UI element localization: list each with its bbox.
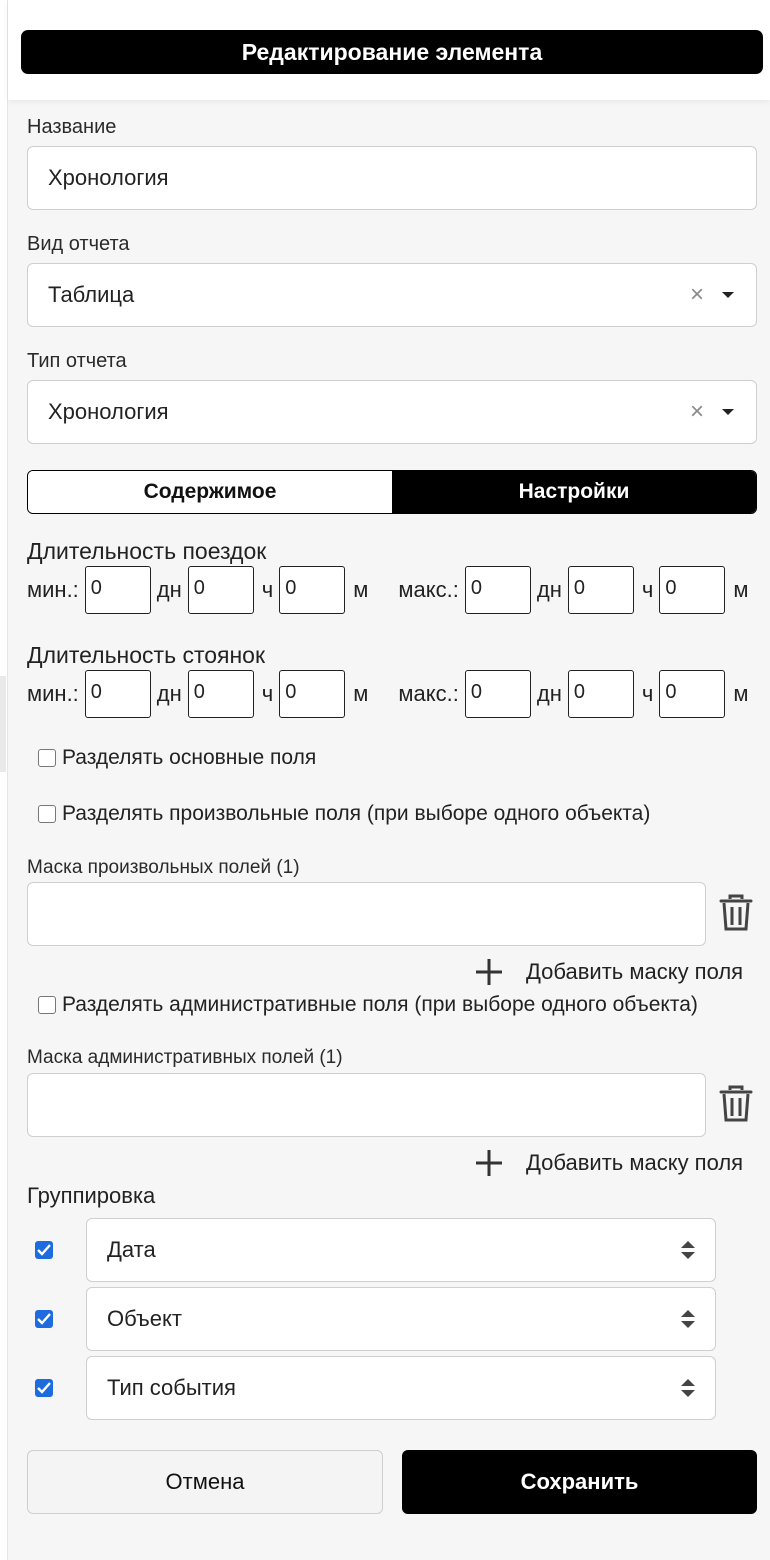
group-date-checkbox[interactable] xyxy=(35,1241,53,1259)
add-custom-mask-button[interactable] xyxy=(474,957,743,987)
stops-min-hours-input[interactable]: 0 xyxy=(188,670,254,718)
minutes-unit: м xyxy=(733,577,749,602)
name-label: Название xyxy=(27,116,117,138)
report-type-select[interactable] xyxy=(27,380,757,444)
group-object-select[interactable] xyxy=(86,1287,716,1351)
split-custom-checkbox[interactable] xyxy=(38,805,56,823)
trash-icon[interactable] xyxy=(719,893,753,933)
split-admin-label: Разделять административные поля (при выборе одного объекта) xyxy=(62,993,698,1016)
stops-min-minutes-input[interactable]: 0 xyxy=(279,670,345,718)
report-type-label: Тип отчета xyxy=(27,350,127,372)
stops-duration-title: Длительность стоянок xyxy=(27,642,266,668)
admin-mask-input[interactable] xyxy=(27,1073,706,1137)
minutes-unit: м xyxy=(353,577,369,602)
group-date-select[interactable] xyxy=(86,1218,716,1282)
grouping-title: Группировка xyxy=(27,1183,156,1208)
name-input[interactable]: Хронология xyxy=(27,146,757,210)
up-down-icon xyxy=(681,1310,695,1328)
split-main-checkbox[interactable] xyxy=(38,749,56,767)
report-view-label: Вид отчета xyxy=(27,233,130,255)
plus-icon xyxy=(474,957,504,987)
stops-min-days-input[interactable]: 0 xyxy=(85,670,151,718)
max-label: макс.: xyxy=(398,577,459,602)
custom-mask-label: Маска произвольных полей (1) xyxy=(27,857,300,878)
add-mask-label: Добавить маску поля xyxy=(526,1150,744,1175)
group-object-label: Объект xyxy=(107,1306,182,1331)
group-event-type-select[interactable] xyxy=(86,1356,716,1420)
tab-content[interactable]: Содержимое xyxy=(28,471,392,513)
add-mask-label: Добавить маску поля xyxy=(526,959,744,984)
split-admin-row xyxy=(38,993,698,1017)
hours-unit: ч xyxy=(641,681,654,706)
split-admin-checkbox[interactable] xyxy=(38,996,56,1014)
cancel-button[interactable]: Отмена xyxy=(27,1450,383,1514)
trips-duration-title: Длительность поездок xyxy=(27,538,267,564)
trips-max-minutes-input[interactable]: 0 xyxy=(659,566,725,614)
left-edge xyxy=(0,0,8,1560)
hours-unit: ч xyxy=(641,577,654,602)
add-admin-mask-button[interactable] xyxy=(474,1148,743,1178)
up-down-icon xyxy=(681,1379,695,1397)
trips-max-days-input[interactable]: 0 xyxy=(465,566,531,614)
stops-max-days-input[interactable]: 0 xyxy=(465,670,531,718)
close-icon[interactable]: × xyxy=(689,281,704,308)
group-object-checkbox[interactable] xyxy=(35,1310,53,1328)
report-view-value: Таблица xyxy=(48,282,135,307)
max-label: макс.: xyxy=(398,681,459,706)
report-type-value: Хронология xyxy=(48,399,169,424)
save-button[interactable]: Сохранить xyxy=(402,1450,757,1514)
min-label: мин.: xyxy=(27,681,79,706)
trips-min-hours-input[interactable]: 0 xyxy=(188,566,254,614)
group-event-type-label: Тип события xyxy=(107,1375,236,1400)
tabs xyxy=(27,470,757,514)
trips-duration-row xyxy=(27,566,748,614)
tab-settings[interactable]: Настройки xyxy=(392,471,756,513)
admin-mask-label: Маска административных полей (1) xyxy=(27,1047,343,1068)
split-main-label: Разделять основные поля xyxy=(62,746,317,769)
split-custom-row xyxy=(38,802,650,826)
trips-min-days-input[interactable]: 0 xyxy=(85,566,151,614)
split-main-row xyxy=(38,746,316,770)
caret-down-icon[interactable] xyxy=(722,409,734,415)
trips-max-hours-input[interactable]: 0 xyxy=(568,566,634,614)
minutes-unit: м xyxy=(733,681,749,706)
plus-icon xyxy=(474,1148,504,1178)
days-unit: дн xyxy=(536,681,562,706)
days-unit: дн xyxy=(536,577,562,602)
hours-unit: ч xyxy=(261,681,274,706)
report-view-select[interactable] xyxy=(27,263,757,327)
minutes-unit: м xyxy=(353,681,369,706)
days-unit: дн xyxy=(156,681,182,706)
custom-mask-input[interactable] xyxy=(27,882,706,946)
hours-unit: ч xyxy=(261,577,274,602)
stops-max-hours-input[interactable]: 0 xyxy=(568,670,634,718)
caret-down-icon[interactable] xyxy=(722,292,734,298)
trips-min-minutes-input[interactable]: 0 xyxy=(279,566,345,614)
page-title: Редактирование элемента xyxy=(21,30,763,74)
split-custom-label: Разделять произвольные поля (при выборе одного объекта) xyxy=(62,802,651,825)
stops-duration-row xyxy=(27,670,748,718)
group-event-type-checkbox[interactable] xyxy=(35,1379,53,1397)
days-unit: дн xyxy=(156,577,182,602)
close-icon[interactable]: × xyxy=(689,398,704,425)
trash-icon[interactable] xyxy=(719,1084,753,1124)
group-date-label: Дата xyxy=(107,1237,156,1262)
left-edge-handle xyxy=(0,676,6,772)
min-label: мин.: xyxy=(27,577,79,602)
up-down-icon xyxy=(681,1241,695,1259)
stops-max-minutes-input[interactable]: 0 xyxy=(659,670,725,718)
